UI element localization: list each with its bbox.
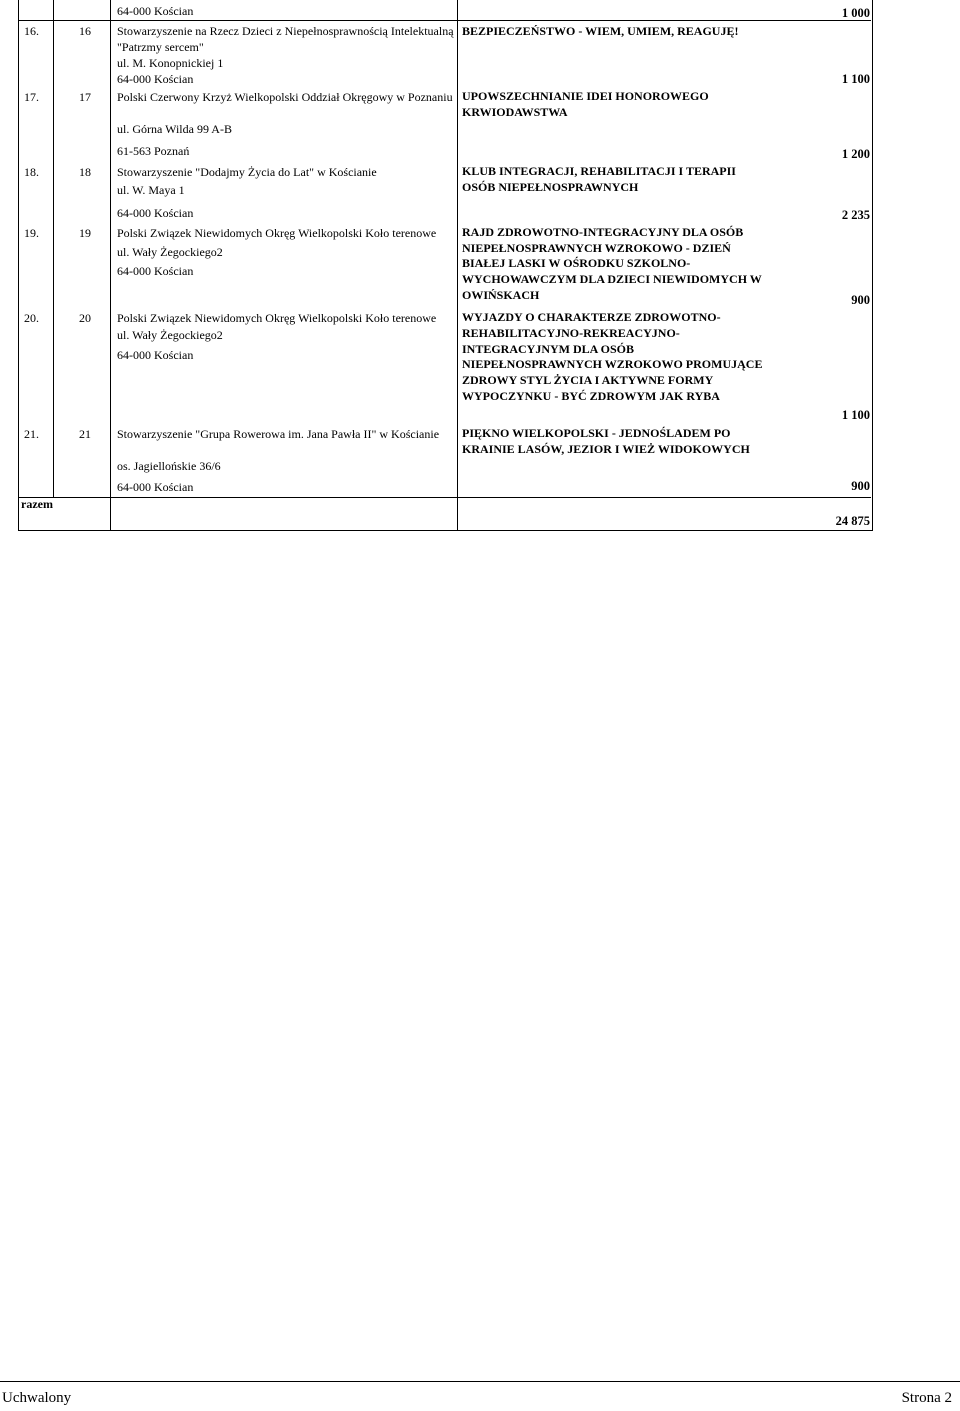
row-20-task-line1: WYJAZDY O CHARAKTERZE ZDROWOTNO- [462,310,721,324]
row-18-name: Stowarzyszenie "Dodajmy Życia do Lat" w Kościanie [117,165,377,179]
row-21-amount: 900 [851,479,870,493]
column-divider-lp [53,0,54,497]
row-19-city: 64-000 Kościan [117,264,194,278]
row-16-amount: 1 100 [841,72,870,86]
row-20-task-line4: NIEPEŁNOSPRAWNYCH WZROKOWO PROMUJĄCE [462,357,763,371]
row-17-task-line1: UPOWSZECHNIANIE IDEI HONOROWEGO [462,89,709,103]
row-20-task-line2: REHABILITACYJNO-REKREACYJNO- [462,326,680,340]
row-20-name: Polski Związek Niewidomych Okręg Wielkopolski Koło terenowe [117,311,437,325]
row-20-city: 64-000 Kościan [117,348,194,362]
row-prev-amount: 1 000 [841,6,870,20]
row-17-street: ul. Górna Wilda 99 A-B [117,122,232,136]
row-21-city: 64-000 Kościan [117,480,194,494]
row-17-city: 61-563 Poznań [117,144,190,158]
row-18-task-line1: KLUB INTEGRACJI, REHABILITACJI I TERAPII [462,164,736,178]
row-16-lp: 16. [24,24,39,38]
row-20-nr: 20 [79,311,91,325]
row-18-lp: 18. [24,165,39,179]
row-18-task-line2: OSÓB NIEPEŁNOSPRAWNYCH [462,180,639,194]
footer-divider [0,1381,960,1382]
row-16-city: 64-000 Kościan [117,72,194,86]
footer-status: Uchwalony [2,1390,72,1406]
row-18-city: 64-000 Kościan [117,206,194,220]
row-21-task-line2: KRAINIE LASÓW, JEZIOR I WIEŻ WIDOKOWYCH [462,442,750,456]
row-21-lp: 21. [24,427,39,441]
row-17-name: Polski Czerwony Krzyż Wielkopolski Oddział Okręgowy w Poznaniu [117,90,453,104]
row-19-lp: 19. [24,226,39,240]
row-20-street: ul. Wały Żegockiego2 [117,328,223,342]
row-21-nr: 21 [79,427,91,441]
row-16-name: Stowarzyszenie na Rzecz Dzieci z Niepełnosprawnością Intelektualną [117,24,454,38]
row-19-task-line1: RAJD ZDROWOTNO-INTEGRACYJNY DLA OSÓB [462,225,744,239]
row-20-amount: 1 100 [841,408,870,422]
row-17-amount: 1 200 [841,147,870,161]
footer-page-number: Strona 2 [901,1390,952,1406]
row-18-amount: 2 235 [841,208,870,222]
row-21-task-line1: PIĘKNO WIELKOPOLSKI - JEDNOŚLADEM PO [462,426,731,440]
row-19-amount: 900 [851,293,870,307]
row-21-name: Stowarzyszenie "Grupa Rowerowa im. Jana Pawła II" w Kościanie [117,427,440,441]
row-19-task-line2: NIEPEŁNOSPRAWNYCH WZROKOWO - DZIEŃ [462,241,731,255]
row-21-street: os. Jagiellońskie 36/6 [117,459,221,473]
row-18-street: ul. W. Maya 1 [117,183,185,197]
row-16-nr: 16 [79,24,91,38]
total-amount: 24 875 [835,514,870,528]
row-19-street: ul. Wały Żegockiego2 [117,245,223,259]
row-17-nr: 17 [79,90,91,104]
total-label: razem [21,497,53,511]
row-19-task-line4: WYCHOWAWCZYM DLA DZIECI NIEWIDOMYCH W [462,272,762,286]
row-divider-top [18,20,871,21]
column-divider-nr [110,0,111,530]
row-18-nr: 18 [79,165,91,179]
row-19-task-line3: BIAŁEJ LASKI W OŚRODKU SZKOLNO- [462,256,691,270]
row-16-street: ul. M. Konopnickiej 1 [117,56,224,70]
row-17-lp: 17. [24,90,39,104]
row-20-task-line3: INTEGRACYJNYM DLA OSÓB [462,342,635,356]
row-17-task-line2: KRWIODAWSTWA [462,105,568,119]
row-19-nr: 19 [79,226,91,240]
row-20-lp: 20. [24,311,39,325]
row-19-task-line5: OWIŃSKACH [462,288,540,302]
row-divider-total [18,497,871,498]
row-20-task-line6: WYPOCZYNKU - BYĆ ZDROWYM JAK RYBA [462,389,720,403]
row-20-task-line5: ZDROWY STYL ŻYCIA I AKTYWNE FORMY [462,373,714,387]
row-16-task: BEZPIECZEŃSTWO - WIEM, UMIEM, REAGUJĘ! [462,24,739,38]
row-16-name-cont: "Patrzmy sercem" [117,40,204,54]
row-prev-city: 64-000 Kościan [117,4,194,18]
row-19-name: Polski Związek Niewidomych Okręg Wielkopolski Koło terenowe [117,226,437,240]
column-divider-name [457,0,458,530]
